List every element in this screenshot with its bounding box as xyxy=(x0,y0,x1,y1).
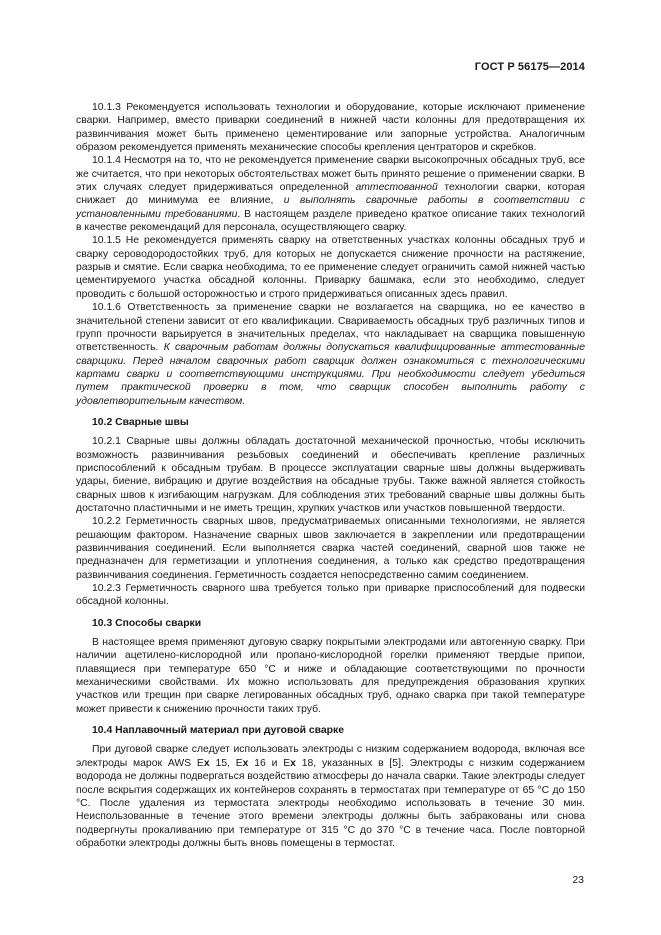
text-run: 16 и E xyxy=(248,757,291,769)
text-run: . В настоящем разделе приведено краткое описание таких технологий в качестве рекомендаций для персонала, осуществляющего сварку. xyxy=(76,208,585,234)
paragraph-10-2-3: 10.2.3 Герметичность сварного шва требуется только при приварке приспособлений для подвески обсадной колонны. xyxy=(76,583,585,608)
paragraph-10-4 xyxy=(76,743,585,850)
italic-run: К сварочным работам должны допускаться квалифицированные аттестованные сварщики. Перед началом сварочных работ сварщик должен ознакомиться с технологическими картами сварки и соответствующими инструкциями. При необходимости следует убедиться путем практической проверки в том, что сварщик способен выполнить работу с удовлетворительным качеством. xyxy=(76,342,585,407)
electrode-x: x xyxy=(242,757,249,769)
paragraph-10-1-3: 10.1.3 Рекомендуется использовать технологии и оборудование, которые исключают применение сварки. Например, вместо приварки соединений в нижней части колонны для предотвращения их развинчивания может быть применено цементирование или запорные устройства. Аналогичным образом рекомендуется применять механические способы крепления центраторов и скребков. xyxy=(76,102,585,154)
text-run: 10.1.6 Ответственность за применение сварки не возлагается на сварщика, но ее качество в значительной степени зависит от его квалификации. Свариваемость обсадных труб различных типов и групп прочности варьируется в значительных пределах, что накладывает на сварщика повышенную ответственность. xyxy=(76,302,585,354)
electrode-x: x xyxy=(203,757,210,769)
heading-10-2: 10.2 Сварные швы xyxy=(92,416,189,428)
text-run: 18, указанных в [5]. Электроды с низким содержанием водорода не должны подвергаться воздействию атмосферы до начала сварки. Такие электроды следует после вскрытия содержащих их контейнеров сохранять в термостатах при температуре от 65 °C до 150 °C. После удаления из термостата электроды необходимо использовать в течение 30 мин. Неиспользованные в течение этого времени электроды должны быть забракованы или снова подвергнуты прокаливанию при температуре от 315 °C до 370 °C в течение часа. После повторной обработки электроды должны быть вновь помещены в термостат. xyxy=(76,757,586,849)
italic-run: и выполнять сварочные работы в соответствии с установленными требованиями xyxy=(76,195,586,220)
text-run: 10.1.4 Несмотря на то, что не рекомендуется применение сварки высокопрочных обсадных труб, все же считается, что при некоторых обстоятельствах может быть принято решение о применении сварки. В этих случаях следует придерживаться определенной xyxy=(76,155,585,194)
paragraph-10-1-6 xyxy=(76,301,585,408)
paragraph-10-2-2: 10.2.2 Герметичность сварных швов, предусматриваемых описанными технологиями, не является решающим фактором. Назначение сварных швов заключается в закреплении или предотвращении развинчивания соединений. Если выполняется сварка частей соединений, сварной шов также не предназначен для герметизации и уплотнения соединения, а только как средство предотвращения развинчивания соединения. Герметичность создается непосредственно самим соединением. xyxy=(76,516,585,581)
electrode-x: x xyxy=(290,757,296,769)
paragraph-10-3: В настоящее время применяют дуговую сварку покрытыми электродами или автогенную сварку. При наличии ацетилено-кислородной или пропано-кислородной горелки применяют твердые припои, плавящиеся при температуре 650 °C и ниже и обладающие соответствующими по прочности механическими свойствами. Их можно использовать для предупреждения образования хрупких участков или трещин при сварке легированных обсадных труб, однако сварка при такой температуре может привести к снижению прочности таких труб. xyxy=(76,637,585,715)
text-run: технологии сварки, которая снижает до минимума ее влияние, xyxy=(76,182,586,207)
page-content xyxy=(76,84,585,850)
text-run: 15, E xyxy=(209,757,243,769)
paragraph-10-1-5: 10.1.5 Не рекомендуется применять сварку на ответственных участках колонны обсадных труб и сварку сероводородостойких труб, для которых не допускается снижение прочности на растяжение, разрыв и смятие. Если сварка необходима, то ее применение следует ограничить самой нижней частью цементируемого участка обсадной колонны. Приварку башмака, если это необходимо, следует проводить с большой осторожностью и строго придерживаться описанных здесь правил. xyxy=(76,235,585,300)
page-number: 23 xyxy=(572,874,584,886)
heading-10-3: 10.3 Способы сварки xyxy=(92,617,202,629)
paragraph-10-2-1: 10.2.1 Сварные швы должны обладать достаточной механической прочностью, чтобы исключить возможность развинчивания резьбовых соединений и обеспечивать крепление различных приспособлений к обсадным трубам. В процессе эксплуатации сварные швы должны выдерживать удары, биение, вибрацию и другие воздействия на обсадные трубы. Также важной является стойкость сварных швов к изгибающим нагрузкам. Для соблюдения этих требований сварные швы должны быть достаточно пластичными и не иметь трещин, хрупких участков или участков повышенной твердости. xyxy=(76,436,585,514)
heading-10-4: 10.4 Наплавочный материал при дуговой сварке xyxy=(92,725,344,737)
text-run: При дуговой сварке следует использовать электроды с низким содержанием водорода, включая все электроды марок AWS E xyxy=(76,744,585,769)
standard-header: ГОСТ Р 56175—2014 xyxy=(474,61,585,73)
paragraph-10-1-4 xyxy=(76,154,585,234)
italic-run: аттестованной xyxy=(355,182,438,194)
